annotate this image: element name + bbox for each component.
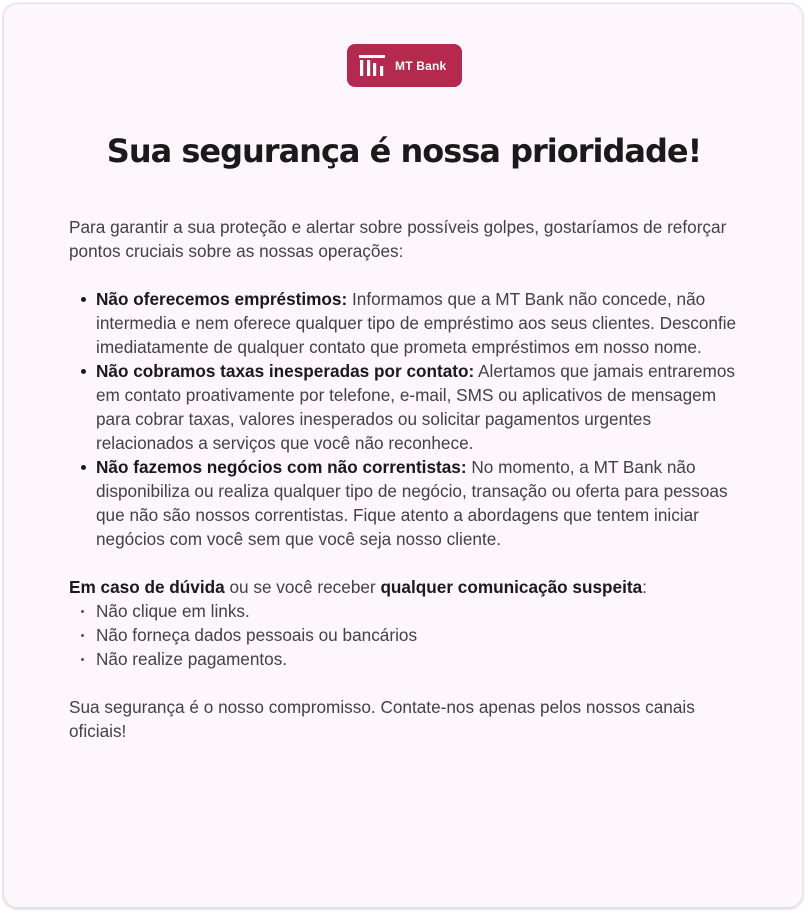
intro-paragraph: Para garantir a sua proteção e alertar sobre possíveis golpes, gostaríamos de reforçar pontos cruciais sobre as nossas operações: <box>69 217 727 261</box>
tip-item: Não realize pagamentos. <box>96 647 739 671</box>
security-point-text: No momento, a MT Bank não disponibiliza ou realiza qualquer tipo de negócio, transação ou oferta para pessoas que não são nossos correntistas. Fique atento a abordagens que tentem iniciar negócios com você sem que você seja nosso cliente. <box>96 457 728 549</box>
security-point <box>96 359 739 455</box>
security-point-text: Informamos que a MT Bank não concede, não intermedia e nem oferece qualquer tipo de empréstimo aos seus clientes. Desconfie imediatamente de qualquer contato que prometa empréstimos em nosso nome. <box>96 289 737 357</box>
doubt-text: ou se você receber <box>224 577 381 597</box>
tips-list <box>69 599 739 671</box>
security-point <box>96 455 739 551</box>
page-title: Sua segurança é nossa prioridade! <box>106 132 702 170</box>
security-point <box>96 287 739 359</box>
closing-paragraph: Sua segurança é o nosso compromisso. Contate-nos apenas pelos nossos canais oficiais! <box>69 697 695 741</box>
tip-item: Não clique em links. <box>96 599 739 623</box>
mt-bank-logo <box>347 44 462 87</box>
security-point-heading: Não fazemos negócios com não correntistas: <box>96 457 467 477</box>
suspicious-emphasis: qualquer comunicação suspeita <box>380 577 643 597</box>
security-point-heading: Não cobramos taxas inesperadas por contato: <box>96 361 475 381</box>
security-points-list <box>69 287 739 551</box>
security-point-heading: Não oferecemos empréstimos: <box>96 289 348 309</box>
mt-bank-logo-icon <box>359 55 385 77</box>
security-notice-card <box>3 3 803 908</box>
brand-name: MT Bank <box>395 58 447 73</box>
doubt-paragraph <box>69 575 739 599</box>
notice-content <box>69 215 739 743</box>
doubt-emphasis: Em caso de dúvida <box>69 577 225 597</box>
security-point-text: Alertamos que jamais entraremos em contato proativamente por telefone, e-mail, SMS ou aplicativos de mensagem para cobrar taxas, valores inesperados ou solicitar pagamentos urgentes relacionados a serviços que você não reconhece. <box>96 361 736 453</box>
tip-item: Não forneça dados pessoais ou bancários <box>96 623 739 647</box>
doubt-colon: : <box>642 577 647 597</box>
